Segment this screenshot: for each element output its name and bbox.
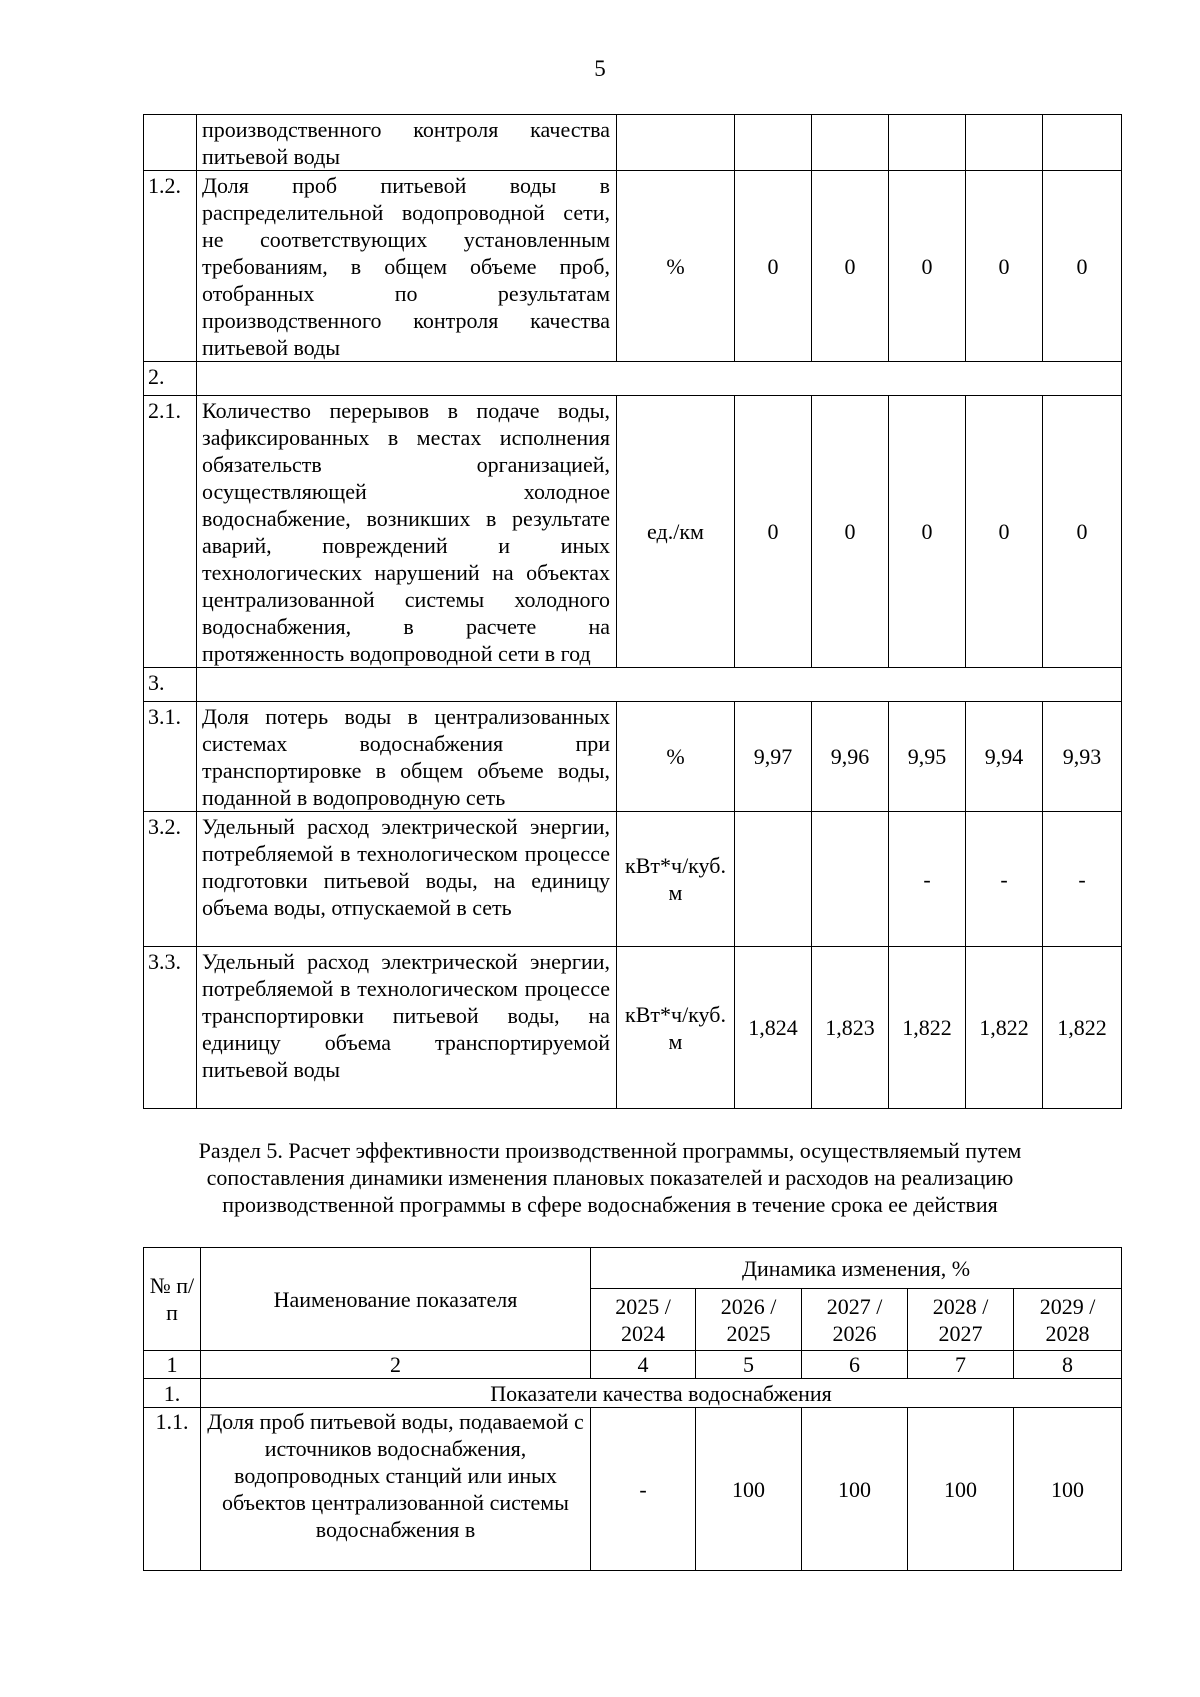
value-cell: 0 (966, 171, 1043, 362)
header-row (144, 1248, 1122, 1289)
table-row (144, 812, 1122, 947)
value-cell: 1,822 (966, 947, 1043, 1109)
value-cell (1043, 115, 1122, 171)
column-number: 6 (802, 1351, 908, 1379)
section-row (144, 362, 1122, 396)
value-cell: 9,95 (889, 702, 966, 812)
section-row (144, 668, 1122, 702)
indicator-description: Доля проб питьевой воды в распределительной водопроводной сети, не соответствующих установленным требованиям, в общем объеме проб, отобранных по результатам производственного контроля качества питьевой воды (197, 171, 617, 362)
indicator-description: Доля потерь воды в централизованных системах водоснабжения при транспортировке в общем объеме воды, поданной в водопроводную сеть (197, 702, 617, 812)
value-cell: 0 (1043, 396, 1122, 668)
row-number: 1. (144, 1379, 201, 1408)
indicator-description: Удельный расход электрической энергии, потребляемой в технологическом процессе подготовки питьевой воды, на единицу объема воды, отпускаемой в сеть (197, 812, 617, 947)
header-dynamics: Динамика изменения, % (591, 1248, 1122, 1289)
value-cell: 100 (1014, 1408, 1122, 1571)
section-title (197, 362, 1122, 396)
row-number: 1.2. (144, 171, 197, 362)
table-row (144, 1408, 1122, 1571)
value-cell: 1,822 (1043, 947, 1122, 1109)
indicator-description: производственного контроля качества питьевой воды (197, 115, 617, 171)
value-cell: 1,823 (812, 947, 889, 1109)
header-period: 2028 / 2027 (908, 1289, 1014, 1351)
indicator-description: Количество перерывов в подаче воды, зафиксированных в местах исполнения обязательств организацией, осуществляющей холодное водоснабжение, возникших в результате аварий, повреждений и иных технологических нарушений на объектах централизованной системы холодного водоснабжения, в расчете на протяженность водопроводной сети в год (197, 396, 617, 668)
value-cell: 9,93 (1043, 702, 1122, 812)
table-row (144, 115, 1122, 171)
column-number: 4 (591, 1351, 696, 1379)
table-row (144, 171, 1122, 362)
section-title: Показатели качества водоснабжения (201, 1379, 1122, 1408)
value-cell (812, 115, 889, 171)
value-cell (735, 115, 812, 171)
value-cell: 0 (966, 396, 1043, 668)
efficiency-table (143, 1247, 1122, 1571)
value-cell: 9,96 (812, 702, 889, 812)
value-cell: - (1043, 812, 1122, 947)
value-cell (966, 115, 1043, 171)
value-cell: 9,94 (966, 702, 1043, 812)
unit-cell: кВт*ч/куб. м (617, 812, 735, 947)
section-5-heading: Раздел 5. Расчет эффективности производственной программы, осуществляемый путем сопоставления динамики изменения плановых показателей и расходов на реализацию производственной программы в сфере водоснабжения в течение срока ее действия (198, 1138, 1022, 1217)
section-row (144, 1379, 1122, 1408)
value-cell: 100 (908, 1408, 1014, 1571)
unit-cell: ед./км (617, 396, 735, 668)
column-number: 5 (696, 1351, 802, 1379)
value-cell: 0 (1043, 171, 1122, 362)
indicator-description: Удельный расход электрической энергии, потребляемой в технологическом процессе транспортировки питьевой воды, на единицу объема транспортируемой питьевой воды (197, 947, 617, 1109)
value-cell: 0 (735, 171, 812, 362)
value-cell: 100 (696, 1408, 802, 1571)
header-period: 2027 / 2026 (802, 1289, 908, 1351)
header-period: 2026 / 2025 (696, 1289, 802, 1351)
section-title (197, 668, 1122, 702)
indicator-name: Доля проб питьевой воды, подаваемой с источников водоснабжения, водопроводных станций или иных объектов централизованной системы водоснабжения в (201, 1408, 591, 1571)
value-cell: - (591, 1408, 696, 1571)
header-period: 2029 / 2028 (1014, 1289, 1122, 1351)
value-cell: 100 (802, 1408, 908, 1571)
value-cell: - (889, 812, 966, 947)
row-number (144, 115, 197, 171)
page-number: 5 (594, 56, 606, 81)
value-cell: 9,97 (735, 702, 812, 812)
row-number: 3. (144, 668, 197, 702)
row-number: 1.1. (144, 1408, 201, 1571)
value-cell (889, 115, 966, 171)
table-row (144, 396, 1122, 668)
value-cell: 0 (889, 171, 966, 362)
value-cell (735, 812, 812, 947)
row-number: 3.1. (144, 702, 197, 812)
column-number-row (144, 1351, 1122, 1379)
value-cell: - (966, 812, 1043, 947)
row-number: 3.3. (144, 947, 197, 1109)
unit-cell: % (617, 171, 735, 362)
unit-cell: % (617, 702, 735, 812)
header-period: 2025 / 2024 (591, 1289, 696, 1351)
column-number: 7 (908, 1351, 1014, 1379)
table-row (144, 947, 1122, 1109)
value-cell: 1,822 (889, 947, 966, 1109)
row-number: 2.1. (144, 396, 197, 668)
unit-cell: кВт*ч/куб. м (617, 947, 735, 1109)
header-number: № п/п (144, 1248, 201, 1351)
value-cell: 0 (812, 171, 889, 362)
table-row (144, 702, 1122, 812)
value-cell: 0 (812, 396, 889, 668)
row-number: 3.2. (144, 812, 197, 947)
value-cell: 0 (735, 396, 812, 668)
value-cell: 0 (889, 396, 966, 668)
value-cell: 1,824 (735, 947, 812, 1109)
column-number: 8 (1014, 1351, 1122, 1379)
value-cell (812, 812, 889, 947)
indicators-table (143, 114, 1122, 1109)
unit-cell (617, 115, 735, 171)
header-indicator-name: Наименование показателя (201, 1248, 591, 1351)
column-number: 1 (144, 1351, 201, 1379)
column-number: 2 (201, 1351, 591, 1379)
row-number: 2. (144, 362, 197, 396)
